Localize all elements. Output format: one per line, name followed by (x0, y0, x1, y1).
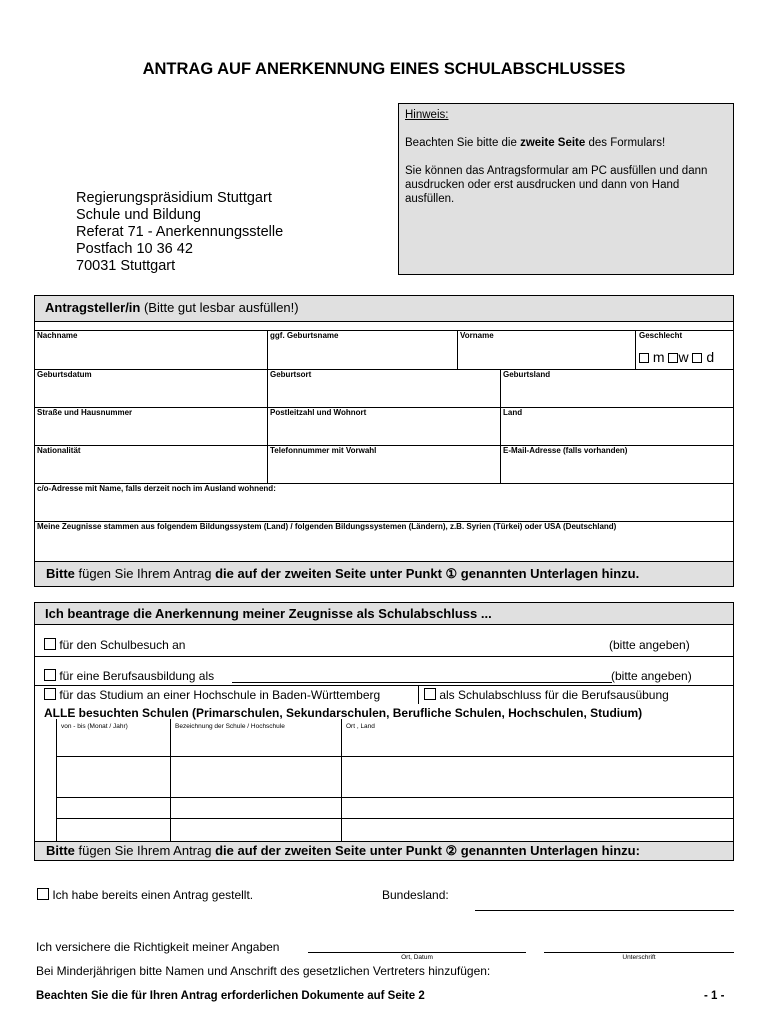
already-applied-checkbox[interactable] (37, 888, 49, 900)
berufsausbildung-checkbox[interactable] (44, 669, 56, 681)
label-strasse: Straße und Hausnummer (37, 408, 133, 417)
hint-line-1: Beachten Sie bitte die zweite Seite des Formulars! (405, 137, 666, 149)
label-land: Land (503, 408, 523, 417)
col-ort-land: Ort , Land (346, 723, 375, 730)
strasse-field[interactable] (37, 418, 265, 443)
bundesland-label: Bundesland: (382, 888, 449, 902)
hint-title: Hinweis: (405, 109, 449, 121)
minor-note: Bei Minderjährigen bitte Namen und Anschrift des gesetzlichen Vertreters hinzufügen: (36, 964, 491, 978)
geburtsort-field[interactable] (270, 380, 498, 405)
col-bezeichnung: Bezeichnung der Schule / Hochschule (175, 723, 285, 730)
co-adresse-field[interactable] (37, 494, 732, 519)
gender-options (639, 349, 714, 365)
school-row-1-name[interactable] (172, 735, 339, 755)
nationalitaet-field[interactable] (37, 456, 265, 481)
option-berufsausuebung (424, 688, 669, 702)
berufsausbildung-suffix: (bitte angeben) (611, 669, 692, 683)
label-zeugnisse: Meine Zeugnisse stammen aus folgendem Bildungssystem (Land) / folgenden Bildungssystemen (Ländern), z.B. Syrien (Türkei) oder USA (Deutschland) (37, 522, 617, 531)
label-telefon: Telefonnummer mit Vorwahl (270, 446, 377, 455)
berufsausbildung-input[interactable] (232, 682, 612, 683)
ort-datum-input[interactable] (308, 952, 526, 953)
bundesland-input[interactable] (475, 910, 734, 911)
berufsausuebung-label: als Schulabschluss für die Berufsausübung (439, 688, 669, 702)
schulbesuch-checkbox[interactable] (44, 638, 56, 650)
studium-label: für das Studium an einer Hochschule in Baden-Württemberg (59, 688, 381, 702)
recipient-address (76, 190, 283, 275)
form-title: ANTRAG AUF ANERKENNUNG EINES SCHULABSCHLUSSES (142, 60, 626, 78)
signature-caption: Unterschrift (622, 954, 656, 961)
label-geburtsdatum: Geburtsdatum (37, 370, 92, 379)
nachname-field[interactable] (37, 341, 265, 367)
address-line: Referat 71 - Anerkennungsstelle (76, 224, 284, 240)
already-applied-label: Ich habe bereits einen Antrag gestellt. (52, 888, 254, 902)
label-nationalitaet: Nationalität (37, 446, 81, 455)
gender-w-checkbox[interactable] (668, 353, 678, 363)
berufsausuebung-checkbox[interactable] (424, 688, 436, 700)
label-co-adresse: c/o-Adresse mit Name, falls derzeit noch im Ausland wohnend: (37, 484, 276, 493)
applicant-header: Antragsteller/in (Bitte gut lesbar ausfüllen!) (35, 296, 733, 321)
berufsausbildung-label: für eine Berufsausbildung als (59, 669, 215, 683)
applicant-note: Bitte fügen Sie Ihrem Antrag die auf der zweiten Seite unter Punkt ① genannten Unterlagen hinzu. (46, 566, 640, 581)
label-geschlecht: Geschlecht (639, 331, 683, 340)
label-email: E-Mail-Adresse (falls vorhanden) (503, 446, 628, 455)
option-schulbesuch (44, 638, 185, 652)
gender-d-checkbox[interactable] (692, 353, 702, 363)
studium-checkbox[interactable] (44, 688, 56, 700)
school-row-1-dates[interactable] (58, 735, 168, 755)
address-line: 70031 Stuttgart (76, 258, 176, 274)
label-geburtsname: ggf. Geburtsname (270, 331, 339, 340)
telefon-field[interactable] (270, 456, 498, 481)
schulbesuch-label: für den Schulbesuch an (59, 638, 186, 652)
hint-line-2: Sie können das Antragsformular am PC ausfüllen und dann ausdrucken oder erst ausdrucken und dann von Hand ausfüllen. (405, 165, 708, 205)
hint-box (398, 103, 734, 275)
request-note: Bitte fügen Sie Ihrem Antrag die auf der zweiten Seite unter Punkt ② genannten Unterlagen hinzu: (46, 843, 640, 858)
geburtsname-field[interactable] (270, 341, 455, 367)
schools-heading: ALLE besuchten Schulen (Primarschulen, Sekundarschulen, Berufliche Schulen, Hochschulen, Studium) (44, 706, 643, 720)
already-applied-option (37, 888, 253, 902)
vorname-field[interactable] (460, 341, 633, 367)
school-row-1-place[interactable] (343, 735, 732, 755)
option-studium (44, 688, 380, 702)
address-line: Postfach 10 36 42 (76, 241, 193, 257)
request-header: Ich beantrage die Anerkennung meiner Zeugnisse als Schulabschluss ... (35, 603, 733, 624)
gender-d-label: d (706, 349, 715, 365)
bottom-note: Beachten Sie die für Ihren Antrag erforderlichen Dokumente auf Seite 2 (36, 990, 425, 1002)
gender-m-checkbox[interactable] (639, 353, 649, 363)
label-vorname: Vorname (460, 331, 494, 340)
schulbesuch-suffix: (bitte angeben) (609, 638, 690, 652)
label-geburtsort: Geburtsort (270, 370, 312, 379)
zeugnisse-field[interactable] (37, 532, 732, 559)
option-berufsausbildung (44, 669, 214, 683)
geburtsdatum-field[interactable] (37, 380, 265, 405)
gender-w-label: w (678, 349, 689, 365)
page-number: - 1 - (704, 990, 725, 1002)
email-field[interactable] (503, 456, 732, 481)
col-von-bis: von - bis (Monat / Jahr) (61, 723, 128, 730)
land-field[interactable] (503, 418, 732, 443)
geburtsland-field[interactable] (503, 380, 732, 405)
label-plz: Postleitzahl und Wohnort (270, 408, 367, 417)
signature-input[interactable] (544, 952, 734, 953)
label-nachname: Nachname (37, 331, 78, 340)
ort-datum-caption: Ort, Datum (401, 954, 433, 961)
gender-m-label: m (652, 349, 665, 365)
address-line: Regierungspräsidium Stuttgart (76, 190, 272, 206)
plz-field[interactable] (270, 418, 498, 443)
address-line: Schule und Bildung (76, 207, 201, 223)
label-geburtsland: Geburtsland (503, 370, 551, 379)
declaration-text: Ich versichere die Richtigkeit meiner Angaben (36, 940, 280, 954)
